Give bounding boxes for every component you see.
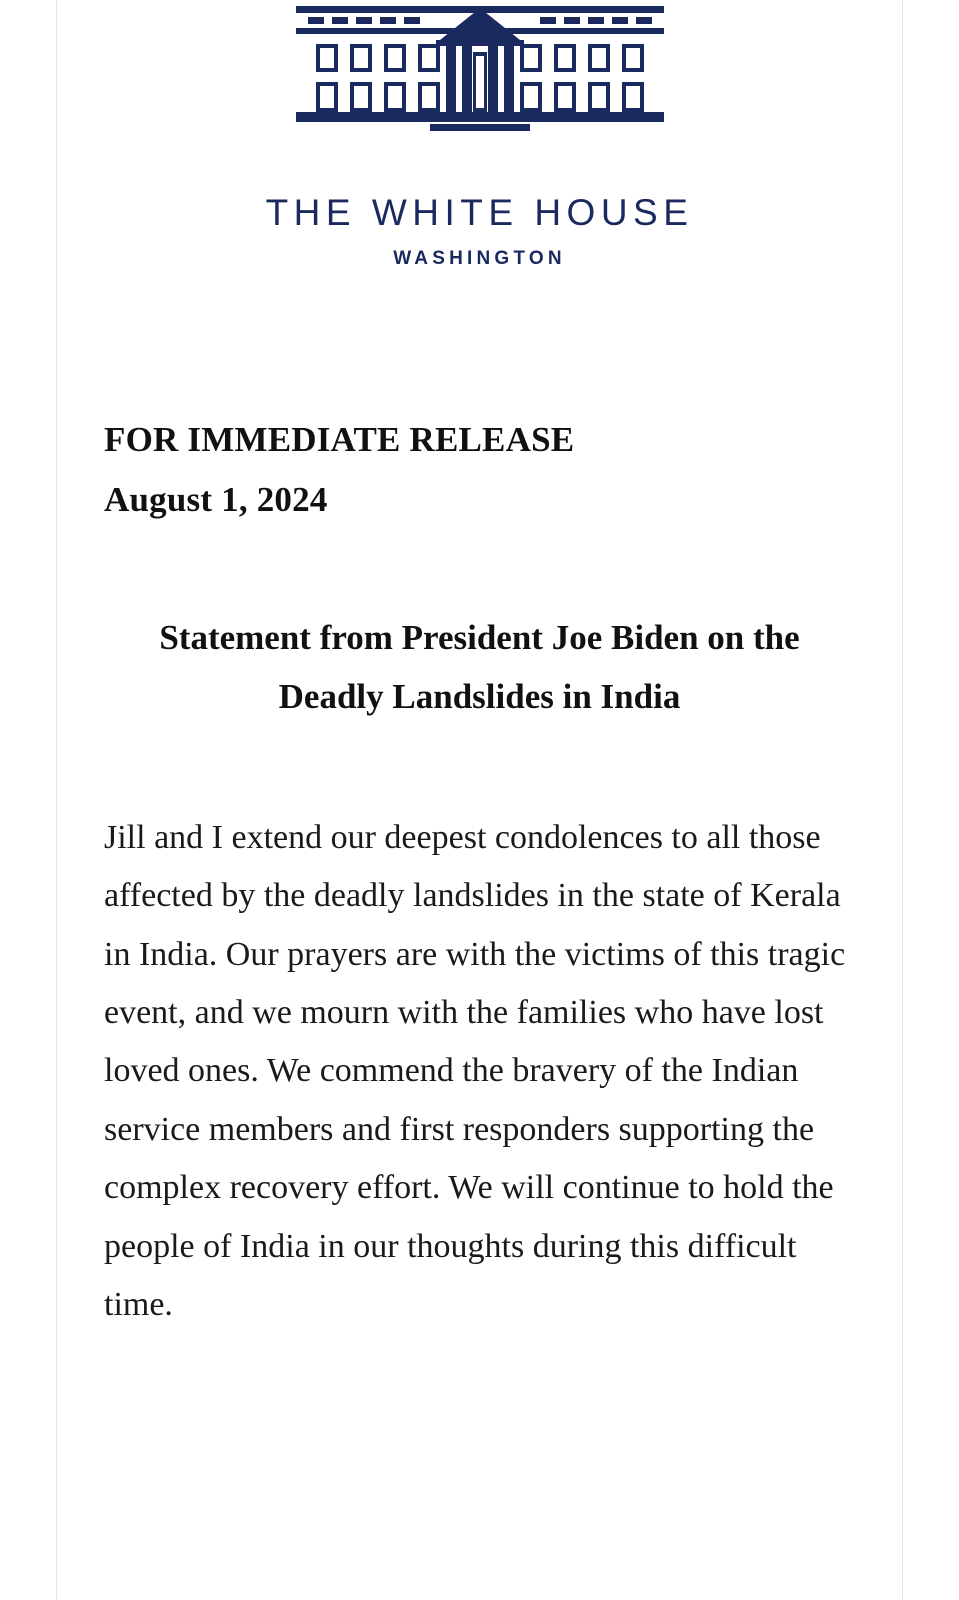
statement-body (104, 809, 855, 1335)
letterhead-subtitle: WASHINGTON (393, 248, 566, 269)
letterhead (104, 0, 855, 270)
release-label: FOR IMMEDIATE RELEASE (104, 420, 575, 459)
statement-paragraph: Jill and I extend our deepest condolences to all those affected by the deadly landslides in the state of Kerala in India. Our prayers are with the victims of this tragic event, and we mourn with the families who have lost loved ones. We commend the bravery of the Indian service members and first responders supporting the complex recovery effort. We will continue to hold the people of India in our thoughts during this difficult time. (104, 818, 846, 1324)
letterhead-title: THE WHITE HOUSE (265, 192, 694, 233)
page-title: Statement from President Joe Biden on the Deadly Landslides in India (159, 618, 800, 716)
release-block (104, 410, 855, 529)
release-date: August 1, 2024 (104, 479, 328, 519)
white-house-building-icon (290, 0, 670, 140)
